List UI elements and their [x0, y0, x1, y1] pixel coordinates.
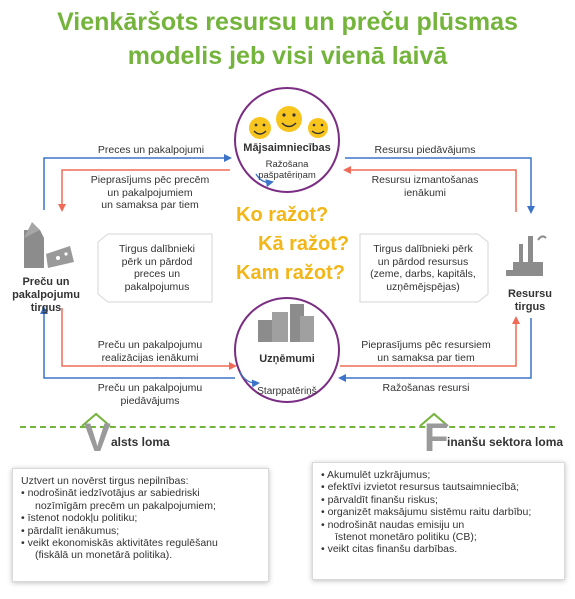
- list-item: • pārvaldīt finanšu riskus;: [321, 493, 438, 506]
- firms-label: Uzņēmumi: [259, 353, 315, 365]
- title-line-2: modelis jeb visi vienā laivā: [127, 42, 448, 70]
- state-title: alsts loma: [111, 435, 170, 449]
- list-item: • pārdalīt ienākumus;: [21, 524, 120, 537]
- flow-label-demand-payment: Pieprasījums pēc precēm un pakalpojumiem un samaksa par tiem: [90, 174, 210, 211]
- flow-label-resource-supply: Resursu piedāvājums: [374, 144, 476, 156]
- flow-label-goods-supply: Preču un pakalpojumu piedāvājums: [97, 382, 203, 407]
- flow-label-sales-revenue: Preču un pakalpojumu realizācijas ienākumi: [97, 339, 203, 364]
- title-line-1: Vienkāršots resursu un preču plūsmas: [57, 8, 518, 36]
- goods-market-label: Preču un pakalpojumu tirgus: [12, 276, 80, 314]
- list-item: • īstenot nodokļu politiku;: [21, 512, 138, 525]
- question-how: Kā ražot?: [258, 233, 350, 255]
- question-for-whom: Kam ražot?: [236, 262, 345, 284]
- list-item: • nodrošināt iedzīvotājus ar sabiedriski nozīmīgām precēm un pakalpojumiem;: [21, 487, 216, 512]
- state-letter: V: [84, 416, 111, 460]
- flow-label-resource-demand: Pieprasījums pēc resursiem un samaksa par tiem: [361, 339, 491, 364]
- finance-list: [321, 469, 556, 556]
- finance-title: inanšu sektora loma: [447, 435, 564, 449]
- list-item: • veikt ekonomiskās aktivitātes regulēšanu (fiskālā un monetārā politika).: [21, 537, 218, 562]
- firms-sub: Starppatēriņš: [257, 386, 317, 397]
- finance-letter: F: [424, 416, 449, 460]
- list-item: • veikt citas finanšu darbības.: [321, 543, 458, 556]
- flow-label-goods-services: Preces un pakalpojumi: [97, 144, 205, 156]
- resource-market-label: Resursu tirgus: [507, 288, 553, 313]
- goods-box-text: Tirgus dalībnieki pērk un pārdod preces un pakalpojumus: [118, 243, 196, 293]
- households-sub: Ražošana pašpatēriņam: [258, 159, 316, 181]
- list-item: • efektīvi izvietot resursus tautsaimniecībā;: [321, 481, 520, 494]
- question-what: Ko ražot?: [236, 204, 329, 226]
- state-intro: Uztvert un novērst tirgus nepilnības:: [21, 475, 189, 487]
- finance-role-panel: [312, 462, 565, 580]
- flow-label-production-resources: Ražošanas resursi: [382, 382, 470, 394]
- state-role-panel: [12, 468, 269, 582]
- list-item: • organizēt maksājumu sistēmu raitu darbību;: [321, 506, 532, 519]
- flow-label-resource-income: Resursu izmantošanas ienākumi: [371, 174, 479, 199]
- state-list: [21, 487, 260, 561]
- list-item: • nodrošināt naudas emisiju un īstenot monetāro politiku (CB);: [321, 518, 477, 544]
- households-label: Mājsaimniecības: [243, 142, 331, 154]
- resource-box-text: Tirgus dalībnieki pērk un pārdod resursus (zeme, darbs, kapitāls, uzņēmējspējas): [370, 243, 476, 293]
- list-item: • Akumulēt uzkrājumus;: [321, 469, 431, 481]
